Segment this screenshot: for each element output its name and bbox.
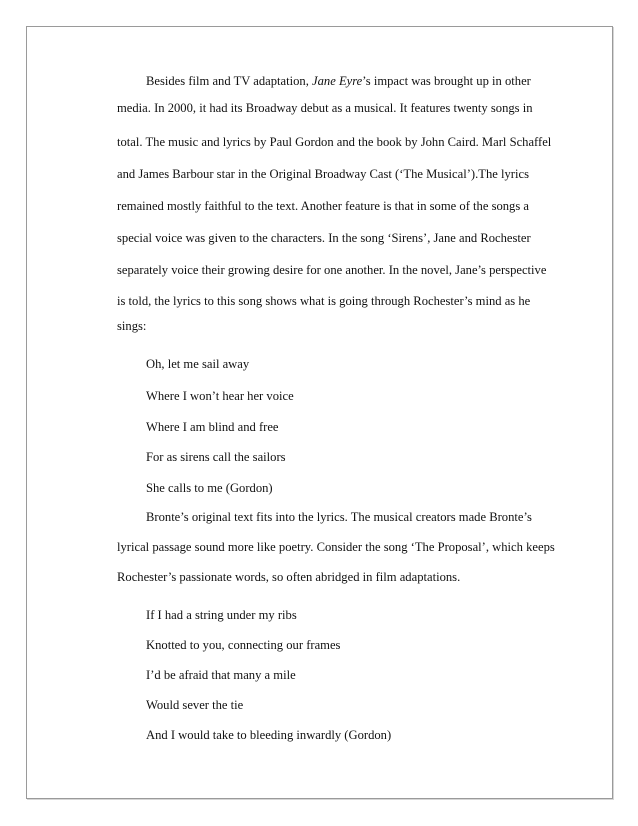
paragraph-1-line-1: Besides film and TV adaptation, Jane Eyre’s impact was brought up in other xyxy=(146,74,531,88)
quote-1-line-2: Where I won’t hear her voice xyxy=(146,389,294,403)
paragraph-1-line-8: is told, the lyrics to this song shows what is going through Rochester’s mind as he xyxy=(117,294,531,308)
quote-2-line-2: Knotted to you, connecting our frames xyxy=(146,638,341,652)
paragraph-1-line-4: and James Barbour star in the Original Broadway Cast (‘The Musical’).The lyrics xyxy=(117,167,529,181)
quote-2-line-3: I’d be afraid that many a mile xyxy=(146,668,296,682)
paragraph-1-line-9: sings: xyxy=(117,319,147,333)
quote-1-line-4: For as sirens call the sailors xyxy=(146,450,286,464)
paragraph-1-line-5: remained mostly faithful to the text. Another feature is that in some of the songs a xyxy=(117,199,529,213)
quote-2-line-4: Would sever the tie xyxy=(146,698,244,712)
paragraph-1-line-7: separately voice their growing desire for one another. In the novel, Jane’s perspective xyxy=(117,263,547,277)
quote-1-line-5: She calls to me (Gordon) xyxy=(146,481,273,495)
quote-1-line-1: Oh, let me sail away xyxy=(146,357,250,371)
paragraph-2-line-2: lyrical passage sound more like poetry. Consider the song ‘The Proposal’, which keeps xyxy=(117,540,555,554)
quote-2-line-1: If I had a string under my ribs xyxy=(146,608,297,622)
paragraph-1-line-6: special voice was given to the characters. In the song ‘Sirens’, Jane and Rochester xyxy=(117,231,531,245)
paragraph-1-line-3: total. The music and lyrics by Paul Gordon and the book by John Caird. Marl Schaffel xyxy=(117,135,552,149)
paragraph-1-line-2: media. In 2000, it had its Broadway debut as a musical. It features twenty songs in xyxy=(117,101,533,115)
book-title: Jane Eyre xyxy=(312,74,363,88)
paragraph-2-line-3: Rochester’s passionate words, so often abridged in film adaptations. xyxy=(117,570,461,584)
quote-2-line-5: And I would take to bleeding inwardly (Gordon) xyxy=(146,728,392,742)
paragraph-2-line-1: Bronte’s original text fits into the lyrics. The musical creators made Bronte’s xyxy=(146,510,532,524)
quote-1-line-3: Where I am blind and free xyxy=(146,420,279,434)
